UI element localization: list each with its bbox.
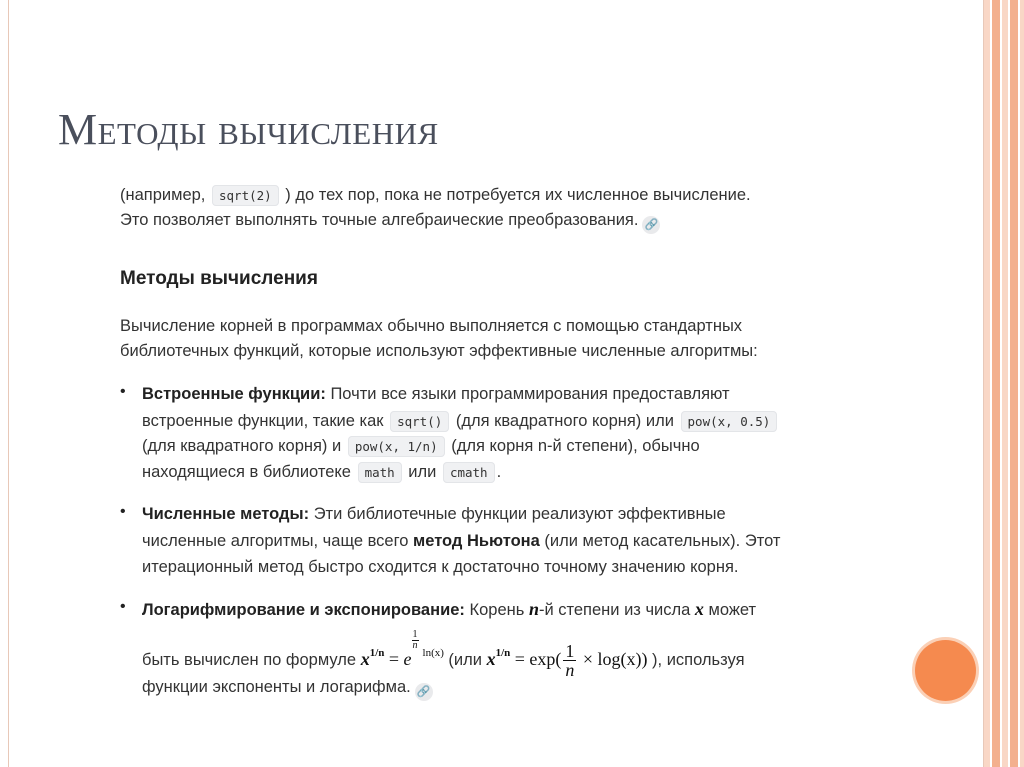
code-cmath: cmath [443, 462, 495, 483]
bullet-2-line-2: численные алгоритмы, чаще всего метод Ньютона (или метод касательных). Этот [142, 532, 781, 550]
bullet-2-line-3: итерационный метод быстро сходится к достаточно точному значению корня. [142, 558, 739, 576]
slide-title: Методы вычисления [58, 105, 439, 154]
bullet-dot: • [120, 383, 126, 400]
intro-line-1: (например, sqrt(2) ) до тех пор, пока не потребуется их численное вычисление. [120, 186, 751, 204]
intro-line-2: Это позволяет выполнять точные алгебраические преобразования. 🔗 [120, 209, 660, 234]
section-heading: Методы вычисления [120, 268, 318, 289]
bullet-1-line-1: Встроенные функции: Почти все языки программирования предоставляют [142, 385, 730, 403]
bullet-2-line-1: Численные методы: Эти библиотечные функции реализуют эффективные [142, 505, 726, 523]
link-icon[interactable]: 🔗 [415, 683, 433, 701]
decorative-stripes [984, 0, 1024, 767]
bullet-1-line-2: встроенные функции, такие как sqrt() (для квадратного корня) или pow(x, 0.5) [142, 410, 779, 433]
bullet-dot: • [120, 598, 126, 615]
link-icon[interactable]: 🔗 [642, 216, 660, 234]
formula-2: $x^{1/n} = \exp$( $\frac{1}{n}$ × log(x)) [486, 641, 648, 681]
formula-1: $x^{1/n} = e$ $^{\frac{1}{n} ln(x)}$ [360, 629, 444, 669]
bullet-3-line-2: быть вычислен по формуле $x^{1/n} = e$ $^{\frac{1}{n} ln(x)}$ (или $x^{1/n} = \exp$( $\frac{1}{n}$ × log(x)) ), используя [142, 629, 745, 681]
code-sqrt2: sqrt(2) [212, 185, 279, 206]
code-pow-half: pow(x, 0.5) [681, 411, 778, 432]
code-pow-inv-n: pow(x, 1/n) [348, 436, 445, 457]
bullet-1-line-4: находящиеся в библиотеке math или cmath . [142, 463, 502, 481]
code-sqrt: sqrt() [390, 411, 449, 432]
bullet-1-line-3: (для квадратного корня) и pow(x, 1/n) (для корня n-й степени), обычно [142, 437, 700, 455]
bullet-3-line-3: функции экспоненты и логарифма. 🔗 [142, 676, 433, 701]
bullet-3-line-1: Логарифмирование и экспонирование: Корень n-й степени из числа x может [142, 599, 757, 619]
bullet-dot: • [120, 503, 126, 520]
code-math: math [358, 462, 402, 483]
decorative-orange-circle [915, 640, 976, 701]
section-paragraph-line-1: Вычисление корней в программах обычно выполняется с помощью стандартных [120, 317, 743, 335]
section-paragraph-line-2: библиотечных функций, которые используют эффективные численные алгоритмы: [120, 342, 758, 360]
